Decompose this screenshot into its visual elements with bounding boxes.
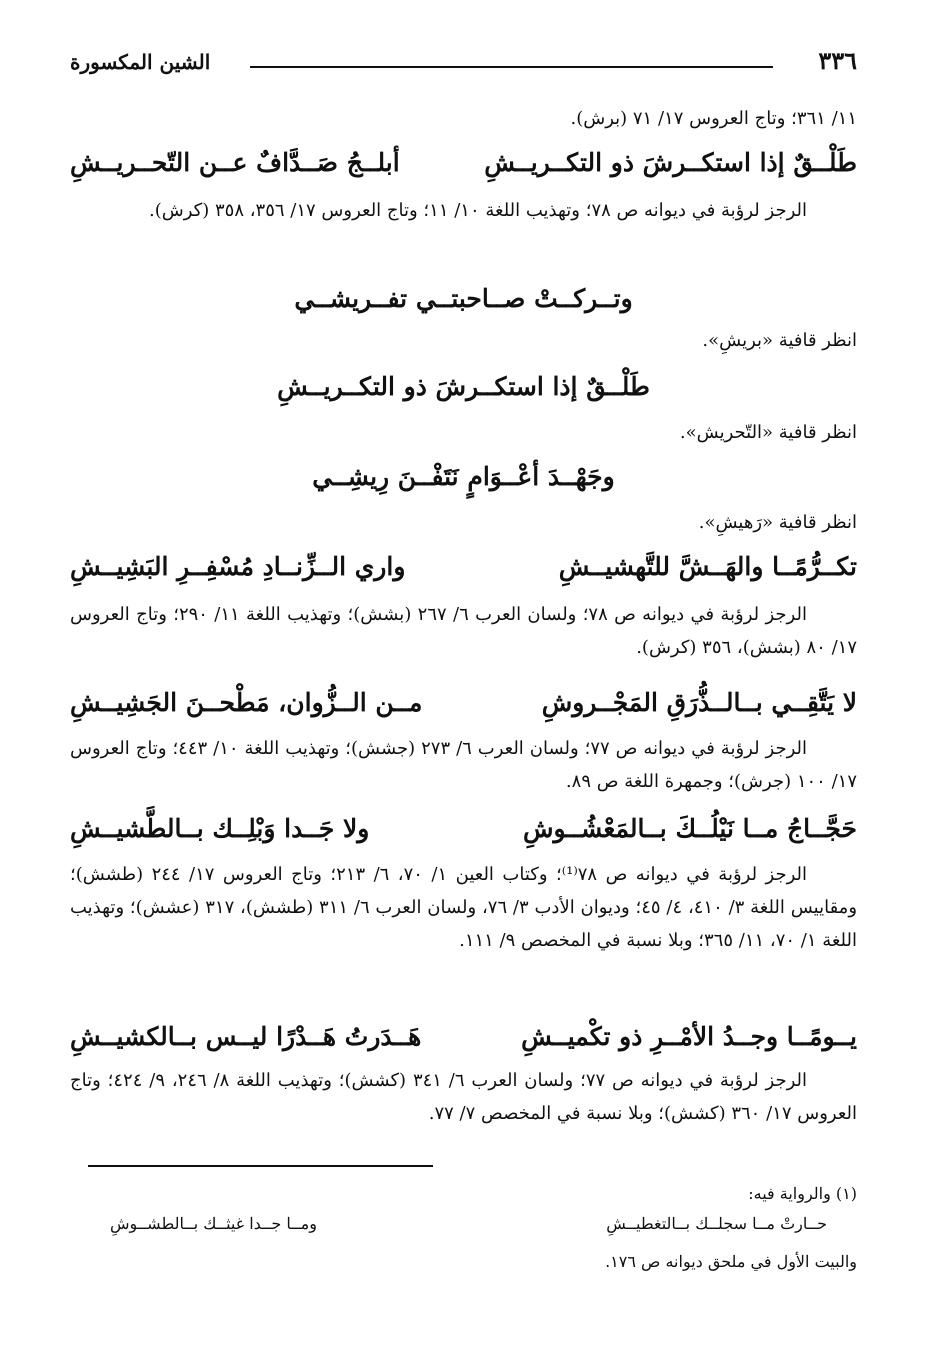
paragraph bbox=[70, 102, 857, 135]
cross-reference: انظر قافية «رَهيشِ». bbox=[698, 512, 857, 533]
cross-reference: انظر قافية «بريشِ». bbox=[702, 330, 857, 351]
verse-hemistich-second: واري الــزِّنــادِ مُسْفِــرِ البَشِيــشِ bbox=[70, 552, 406, 581]
paragraph-text: الرجز لرؤبة في ديوانه ص ٧٨؛ ولسان العرب ٦/ ٢٦٧ (بشش)؛ وتهذيب اللغة ١١/ ٢٩٠؛ وتاج العروس ١٧/ ٨٠ (بشش)، ٣٥٦ (كرش). bbox=[70, 604, 857, 658]
footnote-rule bbox=[88, 1165, 433, 1167]
paragraph bbox=[70, 1064, 857, 1130]
verse-hemistich-first: تكــرُّمًــا والهَــشَّ للتَّهشيــشِ bbox=[558, 552, 857, 581]
section-title: الشين المكسورة bbox=[70, 50, 211, 74]
verse-hemistich-first: لا يَتَّقِــي بــالــذُّرَقِ المَجْــروشِ bbox=[541, 688, 857, 717]
verse-hemistich-second: ولا جَــدا وَبْلِــك بــالطَّشيــشِ bbox=[70, 814, 370, 843]
paragraph-text: ١١/ ٣٦١؛ وتاج العروس ١٧/ ٧١ (برش). bbox=[570, 108, 857, 129]
verse-hemistich-first: يــومًــا وجــدُ الأمْــرِ ذو تكْميــشِ bbox=[521, 1022, 857, 1051]
verse-hemistich-first: حَجَّــاجُ مــا نَيْلُــكَ بــالمَعْشُــوشِ bbox=[523, 814, 857, 843]
verse bbox=[70, 688, 857, 732]
paragraph-text: الرجز لرؤبة في ديوانه ص ٧٨⁽¹⁾؛ وكتاب العين ١/ ٧٠، ٦/ ٢١٣؛ وتاج العروس ١٧/ ٢٤٤ (طشش)؛ ومقاييس اللغة ٣/ ٤١٠، ٤/ ٤٥؛ وديوان الأدب ٣/ ٧٦، ولسان العرب ٦/ ٣١١ (طشش)، ٣١٧ (عشش)؛ وتهذيب اللغة ١/ ٧٠، ١١/ ٣٦٥؛ وبلا نسبة في المخصص ٩/ ١١١. bbox=[70, 864, 858, 951]
footnote-intro: (١) والرواية فيه: bbox=[748, 1184, 857, 1203]
paragraph bbox=[70, 194, 857, 227]
verse bbox=[70, 148, 857, 192]
page-header bbox=[70, 46, 857, 80]
footnote-hemistich-second: ومــا جــدا غيثــك بــالطشــوشِ bbox=[110, 1214, 317, 1233]
footnote-verse bbox=[70, 1214, 857, 1244]
verse-single: وتــركــتْ صــاحبتــي تفــريشــي bbox=[294, 284, 633, 313]
paragraph-text: الرجز لرؤبة في ديوانه ص ٧٨؛ وتهذيب اللغة ١٠/ ١١؛ وتاج العروس ١٧/ ٣٥٦، ٣٥٨ (كرش). bbox=[149, 200, 807, 221]
cross-reference: انظر قافية «التّحريش». bbox=[679, 422, 857, 443]
verse-hemistich-second: أبلــجُ صَــدَّافٌ عــن التّحــريــشِ bbox=[70, 148, 400, 177]
header-rule bbox=[250, 66, 773, 68]
verse-single: طَلْــقٌ إذا استكــرشَ ذو التكــريــشِ bbox=[277, 372, 650, 401]
verse bbox=[70, 552, 857, 596]
paragraph bbox=[70, 598, 857, 664]
verse-hemistich-second: مــن الــزُّوان، مَطْحــنَ الجَشِيــشِ bbox=[70, 688, 423, 717]
paragraph-text: الرجز لرؤبة في ديوانه ص ٧٧؛ ولسان العرب ٦/ ٢٧٣ (جشش)؛ وتهذيب اللغة ١٠/ ٤٤٣؛ وتاج العروس ١٧/ ١٠٠ (جرش)؛ وجمهرة اللغة ص ٨٩. bbox=[70, 738, 857, 792]
verse bbox=[70, 1022, 857, 1066]
paragraph bbox=[70, 732, 857, 798]
verse-hemistich-first: طَلْــقٌ إذا استكــرشَ ذو التكــريــشِ bbox=[484, 148, 857, 177]
paragraph bbox=[70, 858, 857, 957]
verse-hemistich-second: هَــدَرتُ هَــدْرًا ليــس بــالكشيــشِ bbox=[70, 1022, 422, 1051]
paragraph-text: الرجز لرؤبة في ديوانه ص ٧٧؛ ولسان العرب ٦/ ٣٤١ (كشش)؛ وتهذيب اللغة ٨/ ٢٤٦، ٩/ ٤٢٤؛ وتاج العروس ١٧/ ٣٦٠ (كشش)؛ وبلا نسبة في المخصص ٧/ ٧٧. bbox=[70, 1070, 857, 1124]
footnote-hemistich-first: حــارتْ مــا سجلــك بــالتغطيــشِ bbox=[606, 1214, 827, 1233]
footnote-note: والبيت الأول في ملحق ديوانه ص ١٧٦. bbox=[605, 1252, 857, 1271]
verse-single: وجَهْــدَ أعْــوَامٍ نَتَفْــنَ رِيشِــي bbox=[312, 462, 615, 491]
verse bbox=[70, 814, 857, 858]
page-number: ٣٣٦ bbox=[818, 46, 857, 75]
